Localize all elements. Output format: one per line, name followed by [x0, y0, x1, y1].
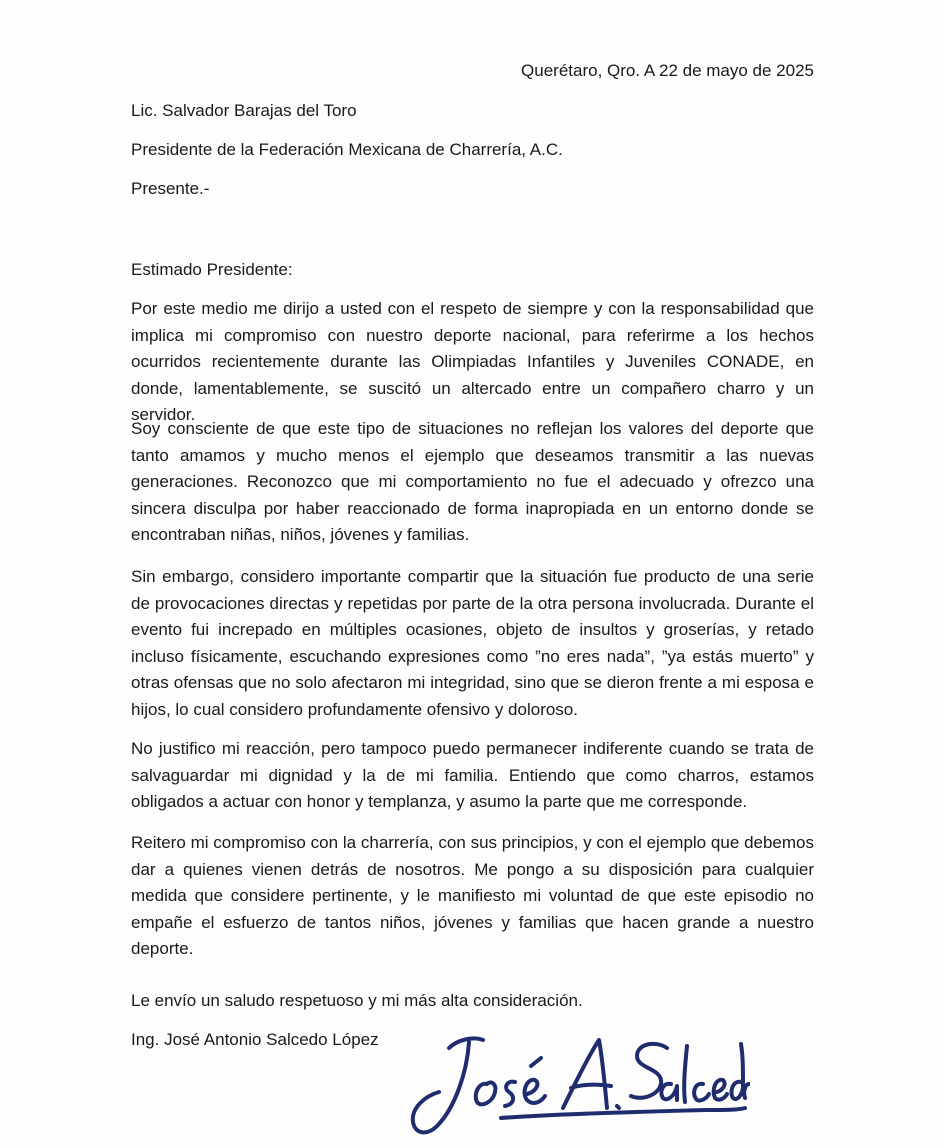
handwritten-signature: [405, 1022, 750, 1146]
body-paragraph-2: Soy consciente de que este tipo de situaciones no reflejan los valores del deporte que tanto amamos y mucho menos el ejemplo que deseamos transmitir a las nuevas generaciones. Reconozco que mi comportamiento no fue el adecuado y ofrezco una sincera disculpa por haber reaccionado de forma inapropiada en un entorno donde se encontraban niñas, niños, jóvenes y familias.: [131, 419, 814, 545]
date-line: Querétaro, Qro. A 22 de mayo de 2025: [521, 61, 814, 80]
body-paragraph-3: Sin embargo, considero importante compartir que la situación fue producto de una serie de provocaciones directas y repetidas por parte de la otra persona involucrada. Durante el evento fui increpado en múltiples ocasiones, objeto de insultos y groserías, y retado incluso físicamente, escuchando expresiones como ”no eres nada”, ”ya estás muerto” y otras ofensas que no solo afectaron mi integridad, sino que se dieron frente a mi esposa e hijos, lo cual considero profundamente ofensivo y doloroso.: [131, 567, 814, 719]
body-paragraph-4: No justifico mi reacción, pero tampoco puedo permanecer indiferente cuando se trata de salvaguardar mi dignidad y la de mi familia. Entiendo que como charros, estamos obligados a actuar con honor y templanza, y asumo la parte que me corresponde.: [131, 739, 814, 812]
recipient-title: Presidente de la Federación Mexicana de Charrería, A.C.: [131, 140, 563, 159]
presente-line: Presente.-: [131, 179, 210, 198]
signature-strokes: [413, 1038, 749, 1132]
closing-line: Le envío un saludo respetuoso y mi más alta consideración.: [131, 991, 583, 1010]
recipient-name: Lic. Salvador Barajas del Toro: [131, 101, 357, 120]
signer-name: Ing. José Antonio Salcedo López: [131, 1030, 379, 1049]
body-paragraph-5: Reitero mi compromiso con la charrería, con sus principios, y con el ejemplo que debemos dar a quienes vienen detrás de nosotros. Me pongo a su disposición para cualquier medida que considere pertinente, y le manifiesto mi voluntad de que este episodio no empañe el esfuerzo de tantos niños, jóvenes y familias que hacen grande a nuestro deporte.: [131, 833, 814, 959]
body-paragraph-1: Por este medio me dirijo a usted con el respeto de siempre y con la responsabilidad que implica mi compromiso con nuestro deporte nacional, para referirme a los hechos ocurridos recientemente durante las Olimpiadas Infantiles y Juveniles CONADE, en donde, lamentablemente, se suscitó un altercado entre un compañero charro y un servidor.: [131, 299, 814, 425]
salutation: Estimado Presidente:: [131, 260, 293, 279]
